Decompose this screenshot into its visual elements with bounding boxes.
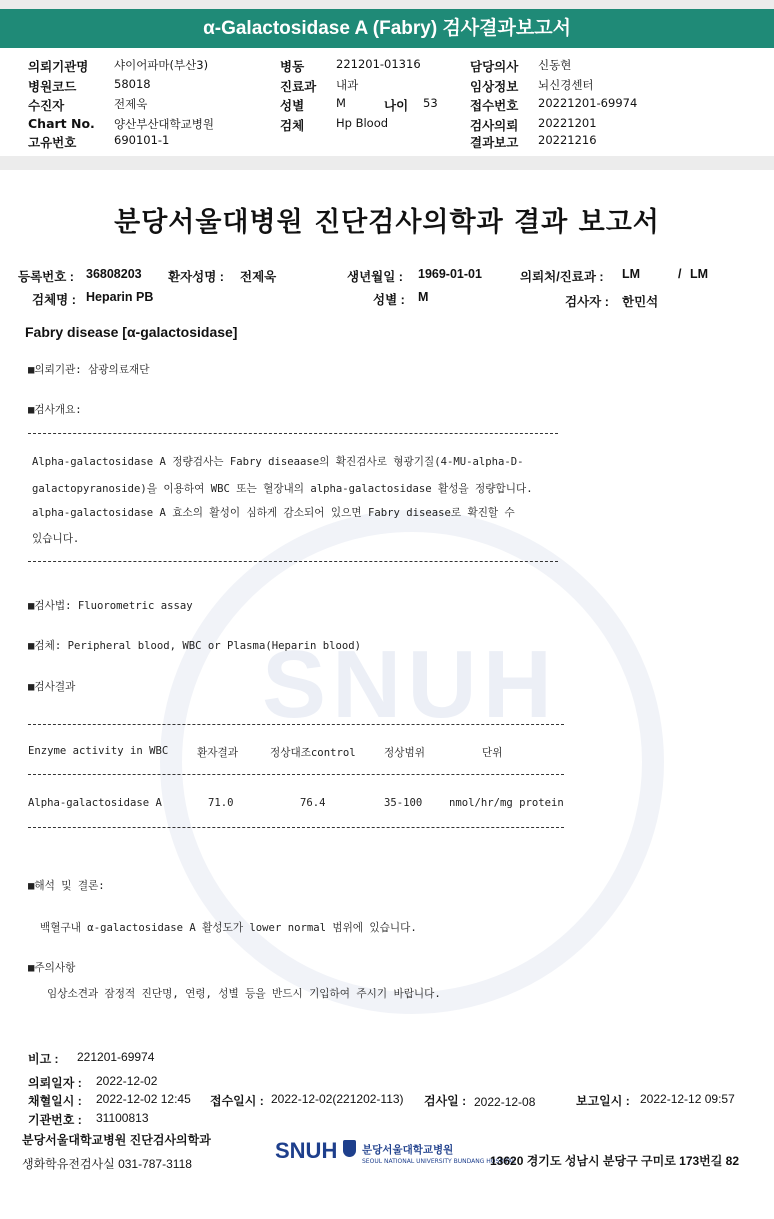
overview-heading: ■검사개요:	[28, 404, 82, 416]
age-value: 53	[423, 96, 438, 110]
uid-label: 고유번호	[28, 135, 77, 150]
report-title: 분당서울대병원 진단검사의학과 결과 보고서	[114, 207, 660, 238]
tester-label: 검사자 :	[565, 295, 609, 309]
table-header-cell: 정상범위	[384, 747, 425, 759]
reg-label: 등록번호 :	[18, 270, 74, 284]
table-cell: 35-100	[384, 797, 423, 809]
test-name: Fabry disease [α-galactosidase]	[25, 324, 238, 340]
sex-label: 성별	[280, 98, 305, 113]
interpretation-text: 백혈구내 α-galactosidase A 활성도가 lower normal 범위에 있습니다.	[40, 922, 417, 934]
sex-value: M	[336, 96, 346, 110]
report-body	[0, 170, 774, 1219]
report-time-value: 2022-12-12 09:57	[640, 1092, 735, 1106]
ward-value: 221201-01316	[336, 57, 421, 71]
code-value: 58018	[114, 77, 151, 91]
receive-label: 접수일시 :	[210, 1094, 264, 1108]
hospital-address: 13620 경기도 성남시 분당구 구미로 173번길 82	[490, 1154, 740, 1168]
request-value: 20221201	[538, 116, 597, 130]
org-value: 샤이어파마(부산3)	[114, 58, 209, 72]
table-header-cell: 정상대조control	[270, 747, 356, 759]
specimen-value: Hp Blood	[336, 116, 389, 130]
overview-line: alpha-galactosidase A 효소의 활성이 심하게 감소되어 있으면 Fabry disease로 확진할 수	[32, 507, 515, 519]
divider	[28, 724, 564, 725]
name-label: 환자성명 :	[168, 270, 224, 284]
report-sex-label: 성별 :	[373, 293, 405, 307]
snuh-logo: SNUH	[275, 1138, 338, 1163]
inst-value: 31100813	[96, 1111, 149, 1125]
doctor-label: 담당의사	[470, 59, 519, 74]
divider	[28, 827, 564, 828]
note-label: 비고 :	[28, 1052, 59, 1066]
overview-line: galactopyranoside)을 이용하여 WBC 또는 혈장내의 alpha-galactosidase 활성을 정량합니다.	[32, 483, 533, 495]
patient-value: 전제욱	[114, 97, 148, 111]
spec-label: 검체명 :	[32, 293, 76, 307]
reg-value: 36808203	[86, 267, 142, 281]
caution-text: 임상소견과 잠정적 진단명, 연령, 성별 등을 반드시 기입하여 주시기 바랍니다.	[47, 988, 441, 1000]
caution-heading: ■주의사항	[28, 962, 76, 974]
collect-label: 채혈일시 :	[28, 1094, 82, 1108]
divider	[28, 433, 558, 434]
org-label: 의뢰기관명	[28, 59, 89, 74]
receipt-label: 접수번호	[470, 98, 519, 113]
report-sex-value: M	[418, 290, 429, 304]
hospital-seal-watermark	[160, 510, 664, 1014]
table-header-cell: 단위	[482, 747, 503, 759]
ref-sep: /	[678, 267, 682, 281]
ward-label: 병동	[280, 59, 305, 74]
chart-value: 양산부산대학교병원	[114, 117, 214, 131]
table-header-cell: Enzyme activity in WBC	[28, 745, 169, 757]
divider	[28, 774, 564, 775]
result-report-label: 결과보고	[470, 135, 519, 150]
info-grid	[0, 48, 774, 156]
table-cell: 71.0	[208, 797, 234, 809]
dept-value: 내과	[336, 78, 359, 92]
method-line: ■검사법: Fluorometric assay	[28, 600, 193, 612]
note-value: 221201-69974	[77, 1050, 155, 1064]
overview-line: 있습니다.	[32, 533, 80, 545]
overview-line: Alpha-galactosidase A 정량검사는 Fabry diseaase의 확진검사로 형광기질(4-MU-alpha-D-	[32, 456, 524, 468]
table-header-cell: 환자결과	[197, 747, 238, 759]
logo-hospital-name: 분당서울대학교병원	[362, 1144, 454, 1156]
tester-value: 한민석	[622, 295, 659, 309]
patient-label: 수진자	[28, 98, 65, 113]
report-header-title: α-Galactosidase A (Fabry) 검사결과보고서	[0, 9, 774, 48]
ref-value1: LM	[622, 267, 641, 281]
test-date-label: 검사일 :	[424, 1094, 467, 1108]
name-value: 전제욱	[240, 270, 277, 284]
report-time-label: 보고일시 :	[576, 1094, 630, 1108]
req-date-label: 의뢰일자 :	[28, 1076, 82, 1090]
uid-value: 690101-1	[114, 133, 170, 147]
divider	[28, 561, 558, 562]
collect-value: 2022-12-02 12:45	[96, 1092, 191, 1106]
result-report-value: 20221216	[538, 133, 597, 147]
lab-phone: 생화학유전검사실 031-787-3118	[22, 1157, 192, 1171]
dept-name: 분당서울대학교병원 진단검사의학과	[22, 1133, 211, 1147]
chart-label: Chart No.	[28, 116, 95, 131]
code-label: 병원코드	[28, 79, 77, 94]
clinic-label: 임상정보	[470, 79, 519, 94]
receipt-value: 20221201-69974	[538, 96, 638, 110]
logo-english-name: SEOUL NATIONAL UNIVERSITY BUNDANG HOSPITAL	[362, 1158, 516, 1165]
age-label: 나이	[384, 98, 409, 113]
shield-icon	[343, 1140, 356, 1157]
receive-value: 2022-12-02(221202-113)	[271, 1092, 404, 1106]
inst-label: 기관번호 :	[28, 1113, 82, 1127]
specimen-line: ■검체: Peripheral blood, WBC or Plasma(Heparin blood)	[28, 640, 361, 652]
requester-line: ■의뢰기관: 삼광의료재단	[28, 364, 150, 376]
spec-value: Heparin PB	[86, 290, 154, 304]
req-date-value: 2022-12-02	[96, 1074, 158, 1088]
dob-value: 1969-01-01	[418, 267, 482, 281]
clinic-value: 뇌신경센터	[538, 78, 594, 92]
request-label: 검사의뢰	[470, 118, 519, 133]
doctor-value: 신동현	[538, 58, 572, 72]
result-heading: ■검사결과	[28, 681, 76, 693]
ref-value2: LM	[690, 267, 709, 281]
ref-label: 의뢰처/진료과 :	[520, 270, 604, 284]
interpretation-heading: ■해석 및 결론:	[28, 880, 105, 892]
watermark-text: SNUH	[262, 631, 559, 738]
test-date-value: 2022-12-08	[474, 1095, 536, 1109]
specimen-label: 검체	[280, 118, 305, 133]
table-cell: 76.4	[300, 797, 326, 809]
table-cell: nmol/hr/mg protein	[449, 797, 564, 809]
dept-label: 진료과	[280, 79, 317, 94]
dob-label: 생년월일 :	[347, 270, 403, 284]
table-cell: Alpha-galactosidase A	[28, 797, 162, 809]
